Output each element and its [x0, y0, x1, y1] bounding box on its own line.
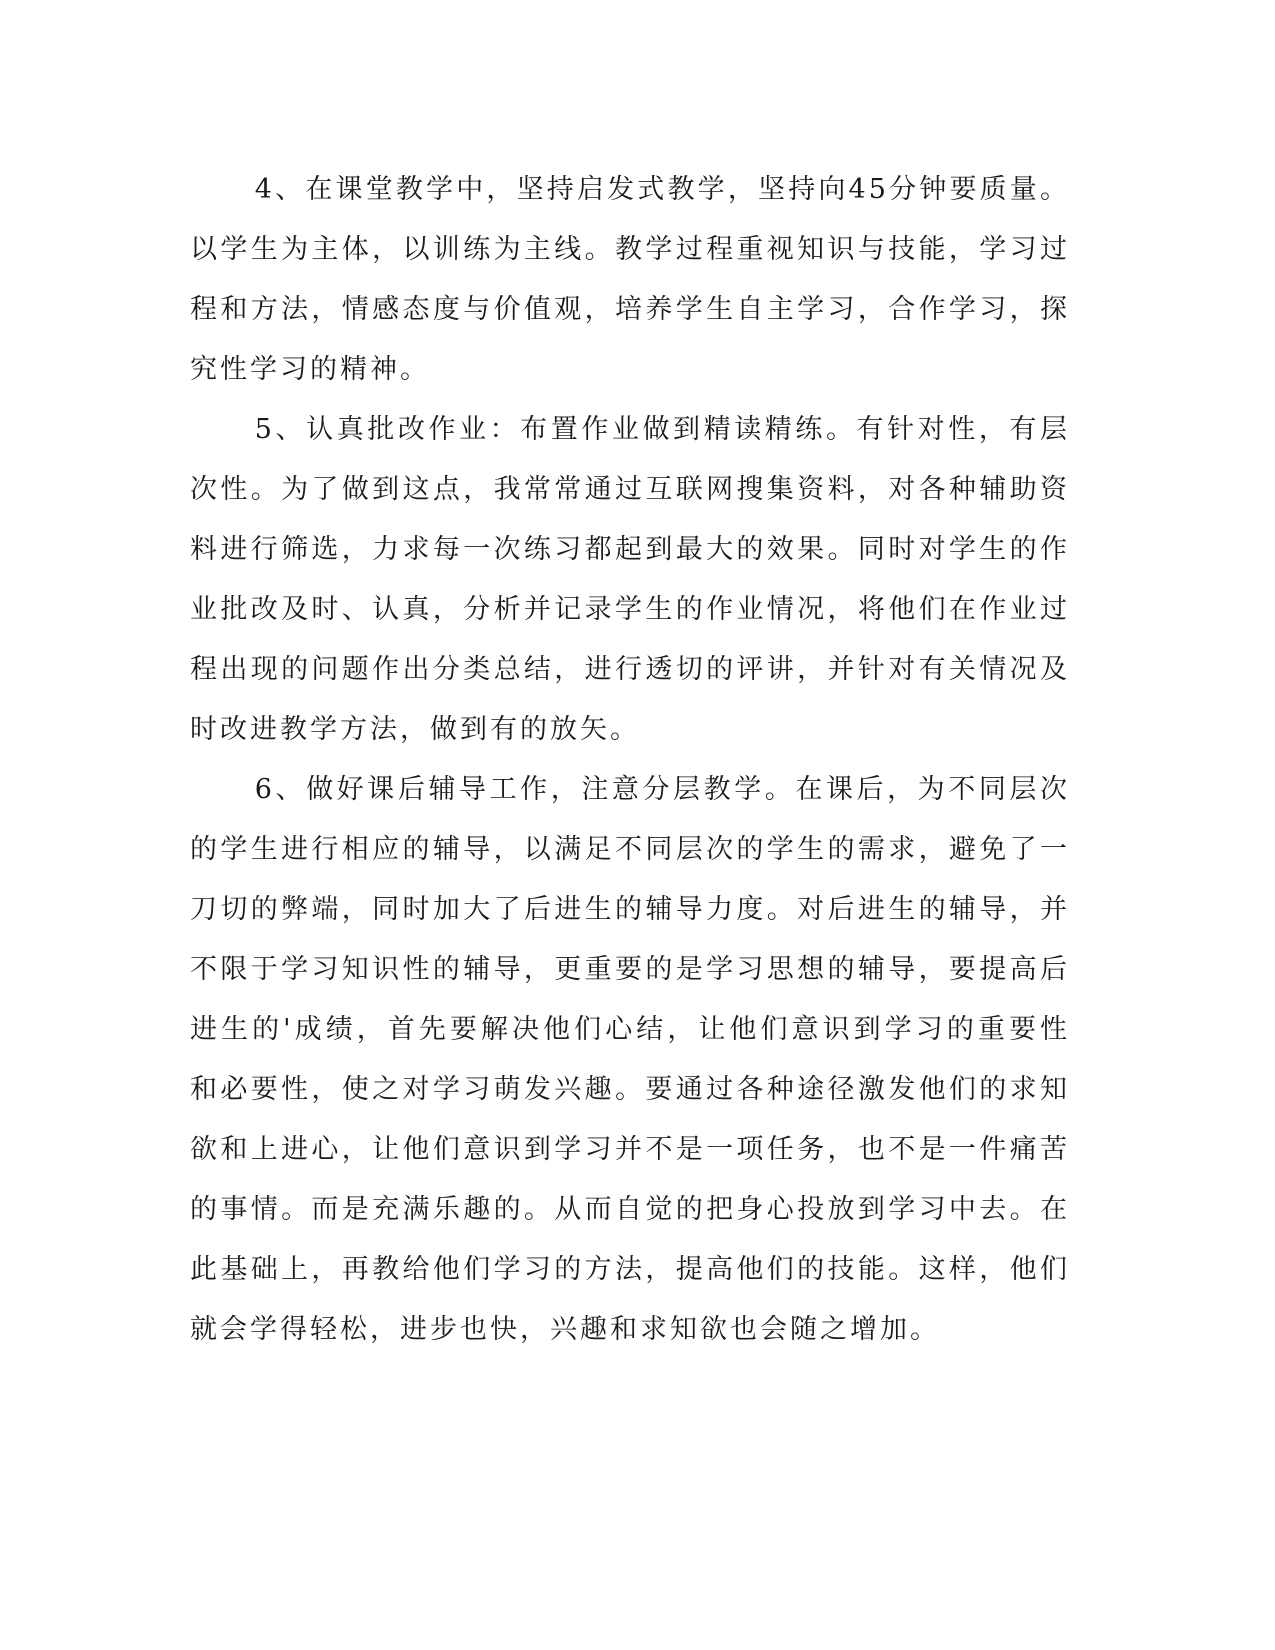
document-body [190, 160, 1070, 1360]
paragraph-item-4: 4、在课堂教学中，坚持启发式教学，坚持向45分钟要质量。以学生为主体，以训练为主线。教学过程重视知识与技能，学习过程和方法，情感态度与价值观，培养学生自主学习，合作学习，探究性学习的精神。 [190, 174, 1070, 385]
paragraph-item-6: 6、做好课后辅导工作，注意分层教学。在课后，为不同层次的学生进行相应的辅导，以满足不同层次的学生的需求，避免了一刀切的弊端，同时加大了后进生的辅导力度。对后进生的辅导，并不限于学习知识性的辅导，更重要的是学习思想的辅导，要提高后进生的'成绩，首先要解决他们心结，让他们意识到学习的重要性和必要性，使之对学习萌发兴趣。要通过各种途径激发他们的求知欲和上进心，让他们意识到学习并不是一项任务，也不是一件痛苦的事情。而是充满乐趣的。从而自觉的把身心投放到学习中去。在此基础上，再教给他们学习的方法，提高他们的技能。这样，他们就会学得轻松，进步也快，兴趣和求知欲也会随之增加。 [190, 774, 1070, 1345]
paragraph-item-5: 5、认真批改作业：布置作业做到精读精练。有针对性，有层次性。为了做到这点，我常常通过互联网搜集资料，对各种辅助资料进行筛选，力求每一次练习都起到最大的效果。同时对学生的作业批改及时、认真，分析并记录学生的作业情况，将他们在作业过程出现的问题作出分类总结，进行透切的评讲，并针对有关情况及时改进教学方法，做到有的放矢。 [190, 414, 1070, 745]
